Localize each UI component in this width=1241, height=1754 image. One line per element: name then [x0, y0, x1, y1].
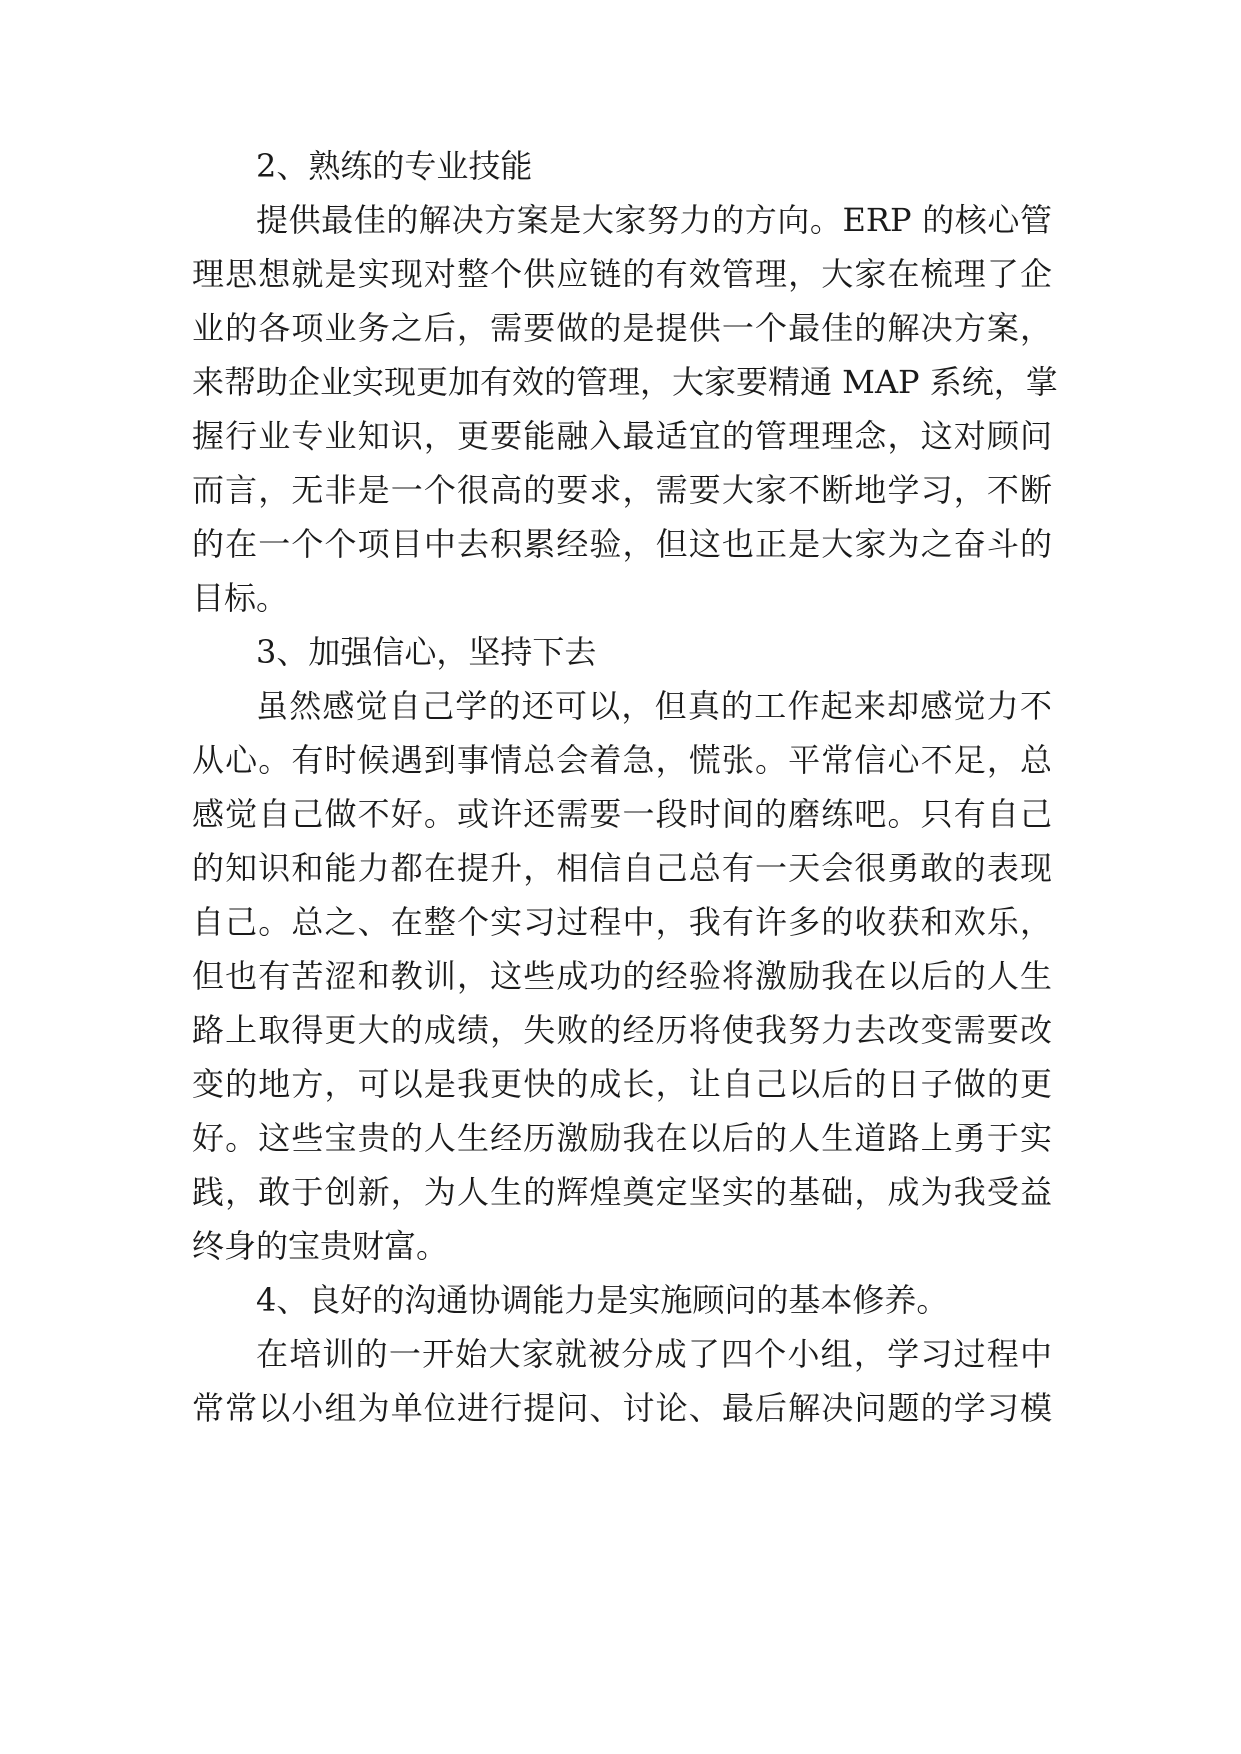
paragraph-line: 理思想就是实现对整个供应链的有效管理，大家在梳理了企 — [192, 255, 1052, 293]
paragraph-line: 路上取得更大的成绩，失败的经历将使我努力去改变需要改 — [192, 1011, 1052, 1049]
paragraph-line: 变的地方，可以是我更快的成长，让自己以后的日子做的更 — [192, 1065, 1052, 1103]
paragraph-line: 的知识和能力都在提升，相信自己总有一天会很勇敢的表现 — [192, 849, 1052, 887]
paragraph-line: 虽然感觉自己学的还可以，但真的工作起来却感觉力不 — [256, 687, 1052, 725]
section-heading-4: 4、良好的沟通协调能力是实施顾问的基本修养。 — [256, 1281, 949, 1319]
paragraph-line: 的在一个个项目中去积累经验，但这也正是大家为之奋斗的 — [192, 525, 1052, 563]
section-heading-3: 3、加强信心，坚持下去 — [256, 633, 597, 671]
paragraph-line: 业的各项业务之后，需要做的是提供一个最佳的解决方案， — [192, 309, 1052, 347]
paragraph-line: 感觉自己做不好。或许还需要一段时间的磨练吧。只有自己 — [192, 795, 1052, 833]
paragraph-line: 终身的宝贵财富。 — [192, 1227, 449, 1265]
paragraph-line: 自己。总之、在整个实习过程中，我有许多的收获和欢乐， — [192, 903, 1052, 941]
paragraph-line: 来帮助企业实现更加有效的管理，大家要精通 MAP 系统，掌 — [192, 363, 1058, 401]
paragraph-line: 常常以小组为单位进行提问、讨论、最后解决问题的学习模 — [192, 1389, 1052, 1427]
paragraph-line: 而言，无非是一个很高的要求，需要大家不断地学习，不断 — [192, 471, 1052, 509]
paragraph-line: 在培训的一开始大家就被分成了四个小组，学习过程中 — [256, 1335, 1052, 1373]
paragraph-line: 提供最佳的解决方案是大家努力的方向。ERP 的核心管 — [256, 201, 1052, 239]
section-heading-2: 2、熟练的专业技能 — [256, 147, 533, 185]
paragraph-line: 目标。 — [192, 579, 289, 617]
paragraph-line: 但也有苦涩和教训，这些成功的经验将激励我在以后的人生 — [192, 957, 1052, 995]
paragraph-line: 握行业专业知识，更要能融入最适宜的管理理念，这对顾问 — [192, 417, 1052, 455]
paragraph-line: 践，敢于创新，为人生的辉煌奠定坚实的基础，成为我受益 — [192, 1173, 1052, 1211]
paragraph-line: 好。这些宝贵的人生经历激励我在以后的人生道路上勇于实 — [192, 1119, 1052, 1157]
paragraph-line: 从心。有时候遇到事情总会着急，慌张。平常信心不足，总 — [192, 741, 1052, 779]
